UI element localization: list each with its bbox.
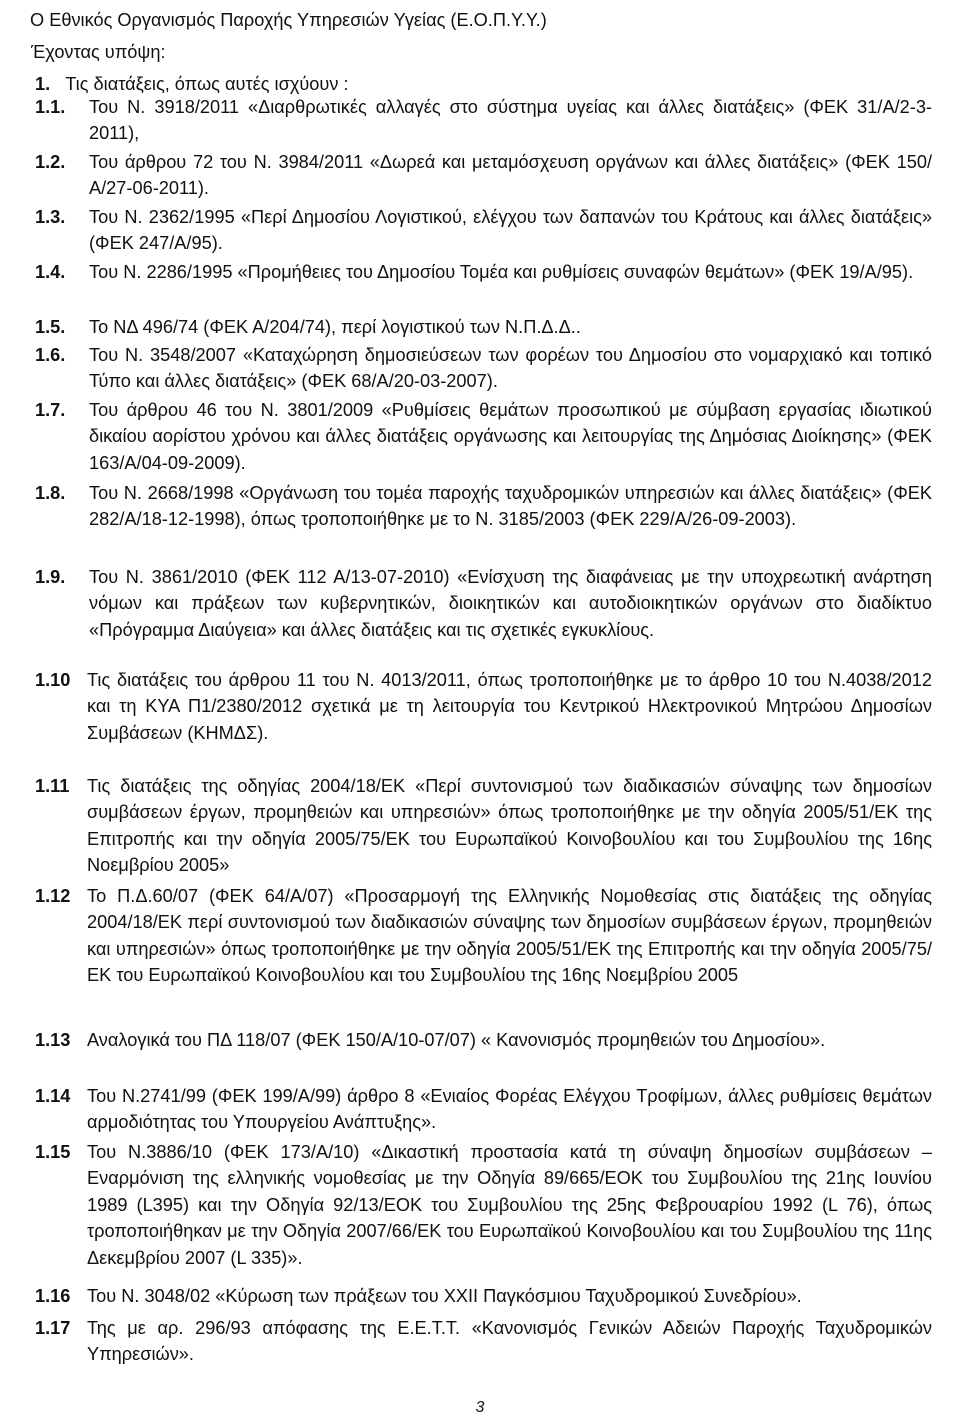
section-number: 1. xyxy=(35,74,51,94)
item-text: Του Ν. 3861/2010 (ΦΕΚ 112 Α/13-07-2010) «Ενίσχυση της διαφάνειας με την υποχρεωτική ανάρτηση νόμων και πράξεων των κυβερνητικών, διοικητικών και αυτοδιοικητικών οργάνων στο διαδίκτυο «Πρόγραμμα Διαύγεια» και άλλες διατάξεις και τις σχετικές εγκυκλίους. xyxy=(89,567,932,640)
item-number: 1.11 xyxy=(35,776,70,796)
list-item xyxy=(35,397,932,476)
item-number: 1.16 xyxy=(35,1286,71,1306)
item-number: 1.6. xyxy=(35,345,66,365)
item-text: Το Π.Δ.60/07 (ΦΕΚ 64/Α/07) «Προσαρμογή της Ελληνικής Νομοθεσίας στις διατάξεις της οδηγίας 2004/18/ΕΚ περί συντονισμού των διαδικασιών σύναψης των δημοσίων συμβάσεων έργων, προμηθειών και υπηρεσιών» όπως τροποποιήθηκε με την οδηγία 2005/51/ΕΚ της Επιτροπής και την οδηγία 2005/75/ΕΚ του Ευρωπαϊκού Κοινοβουλίου και του Συμβουλίου της 16ης Νοεμβρίου 2005 xyxy=(87,886,932,986)
section-heading xyxy=(35,72,349,96)
list-item xyxy=(35,1283,932,1309)
item-number: 1.15 xyxy=(35,1142,71,1162)
item-number: 1.1. xyxy=(35,97,66,117)
list-item xyxy=(35,1315,932,1368)
list-item xyxy=(35,1139,932,1271)
list-item xyxy=(35,480,932,533)
item-text: Αναλογικά του ΠΔ 118/07 (ΦΕΚ 150/Α/10-07/07) « Κανονισμός προμηθειών του Δημοσίου». xyxy=(87,1030,826,1050)
list-item xyxy=(35,259,932,285)
item-number: 1.5. xyxy=(35,317,66,337)
item-text: Του Ν. 3548/2007 «Καταχώρηση δημοσιεύσεων των φορέων του Δημοσίου στο νομαρχιακό και τοπικό Τύπο και άλλες διατάξεις» (ΦΕΚ 68/Α/20-03-2007). xyxy=(89,345,932,392)
item-text: Του άρθρου 72 του Ν. 3984/2011 «Δωρεά και μεταμόσχευση οργάνων και άλλες διατάξεις» (ΦΕΚ 150/Α/27-06-2011). xyxy=(89,152,932,199)
item-number: 1.2. xyxy=(35,152,66,172)
item-text: Του Ν.2741/99 (ΦΕΚ 199/Α/99) άρθρο 8 «Ενιαίος Φορέας Ελέγχου Τροφίμων, άλλες ρυθμίσεις θεμάτων αρμοδιότητας του Υπουργείου Ανάπτυξης». xyxy=(87,1086,932,1133)
item-number: 1.17 xyxy=(35,1318,71,1338)
item-text: Του Ν. 2668/1998 «Οργάνωση του τομέα παροχής ταχυδρομικών υπηρεσιών και άλλες διατάξεις» (ΦΕΚ 282/Α/18-12-1998), όπως τροποποιήθηκε με το Ν. 3185/2003 (ΦΕΚ 229/Α/26-09-2003). xyxy=(89,483,932,530)
item-number: 1.9. xyxy=(35,567,66,587)
list-item xyxy=(35,149,932,202)
list-item xyxy=(35,773,932,879)
item-text: Το ΝΔ 496/74 (ΦΕΚ Α/204/74), περί λογιστικού των Ν.Π.Δ.Δ.. xyxy=(89,317,581,337)
item-text: Του Ν.3886/10 (ΦΕΚ 173/Α/10) «Δικαστική προστασία κατά τη σύναψη δημοσίων συμβάσεων – Εναρμόνιση της ελληνικής νομοθεσίας με την Οδηγία 89/665/ΕΟΚ του Συμβουλίου της 21ης Ιουνίου 1989 (L395) και την Οδηγία 92/13/ΕΟΚ του Συμβουλίου της 25ης Φεβρουαρίου 1992 (L 76), όπως τροποποιήθηκαν με την Οδηγία 2007/66/ΕΚ του Ευρωπαϊκού Κοινοβουλίου και του Συμβουλίου της 11ης Δεκεμβρίου 2007 (L 335)». xyxy=(87,1142,932,1268)
list-item xyxy=(35,1083,932,1136)
list-item xyxy=(35,564,932,643)
item-number: 1.13 xyxy=(35,1030,71,1050)
considering-label: Έχοντας υπόψη: xyxy=(31,42,166,62)
item-text: Τις διατάξεις της οδηγίας 2004/18/ΕΚ «Περί συντονισμού των διαδικασιών σύναψης των δημοσίων συμβάσεων έργων, προμηθειών και υπηρεσιών» όπως τροποποιήθηκε με την οδηγία 2005/51/ΕΚ της Επιτροπής και την οδηγία 2005/75/ΕΚ του Ευρωπαϊκού Κοινοβουλίου και του Συμβουλίου της 16ης Νοεμβρίου 2005» xyxy=(87,776,932,876)
list-item xyxy=(35,667,932,746)
item-text: Του Ν. 3918/2011 «Διαρθρωτικές αλλαγές στο σύστημα υγείας και άλλες διατάξεις» (ΦΕΚ 31/Α/2-3-2011), xyxy=(89,97,932,144)
item-number: 1.14 xyxy=(35,1086,71,1106)
list-item xyxy=(35,94,932,147)
page-number: 3 xyxy=(475,1399,485,1416)
section-title: Τις διατάξεις, όπως αυτές ισχύουν : xyxy=(65,74,349,94)
organization-title: Ο Εθνικός Οργανισμός Παροχής Υπηρεσιών Υγείας (Ε.Ο.Π.Υ.Υ.) xyxy=(30,10,547,30)
item-number: 1.3. xyxy=(35,207,66,227)
item-number: 1.10 xyxy=(35,670,71,690)
list-item xyxy=(35,342,932,395)
item-text: Του Ν. 2362/1995 «Περί Δημοσίου Λογιστικού, ελέγχου των δαπανών του Κράτους και άλλες διατάξεις» (ΦΕΚ 247/Α/95). xyxy=(89,207,932,254)
item-text: Της με αρ. 296/93 απόφασης της Ε.Ε.Τ.Τ. «Κανονισμός Γενικών Αδειών Παροχής Ταχυδρομικών Υπηρεσιών». xyxy=(87,1318,932,1365)
item-text: Του άρθρου 46 του Ν. 3801/2009 «Ρυθμίσεις θεμάτων προσωπικού με σύμβαση εργασίας ιδιωτικού δικαίου αορίστου χρόνου και άλλες διατάξεις οργάνωσης και λειτουργίας της Δημόσιας Διοίκησης» (ΦΕΚ 163/Α/04-09-2009). xyxy=(89,400,932,473)
item-number: 1.7. xyxy=(35,400,66,420)
item-text: Τις διατάξεις του άρθρου 11 του Ν. 4013/2011, όπως τροποποιήθηκε με το άρθρο 10 του Ν.4038/2012 και τη ΚΥΑ Π1/2380/2012 σχετικά με τη λειτουργία του Κεντρικού Ηλεκτρονικού Μητρώου Δημοσίων Συμβάσεων (ΚΗΜΔΣ). xyxy=(87,670,932,743)
item-number: 1.8. xyxy=(35,483,66,503)
item-number: 1.12 xyxy=(35,886,71,906)
list-item xyxy=(35,883,932,989)
item-text: Του Ν. 3048/02 «Κύρωση των πράξεων του XXII Παγκόσμιου Ταχυδρομικού Συνεδρίου». xyxy=(87,1286,802,1306)
list-item xyxy=(35,1027,932,1053)
list-item xyxy=(35,314,932,340)
item-text: Του Ν. 2286/1995 «Προμήθειες του Δημοσίου Τομέα και ρυθμίσεις συναφών θεμάτων» (ΦΕΚ 19/Α/95). xyxy=(89,262,914,282)
item-number: 1.4. xyxy=(35,262,66,282)
list-item xyxy=(35,204,932,257)
